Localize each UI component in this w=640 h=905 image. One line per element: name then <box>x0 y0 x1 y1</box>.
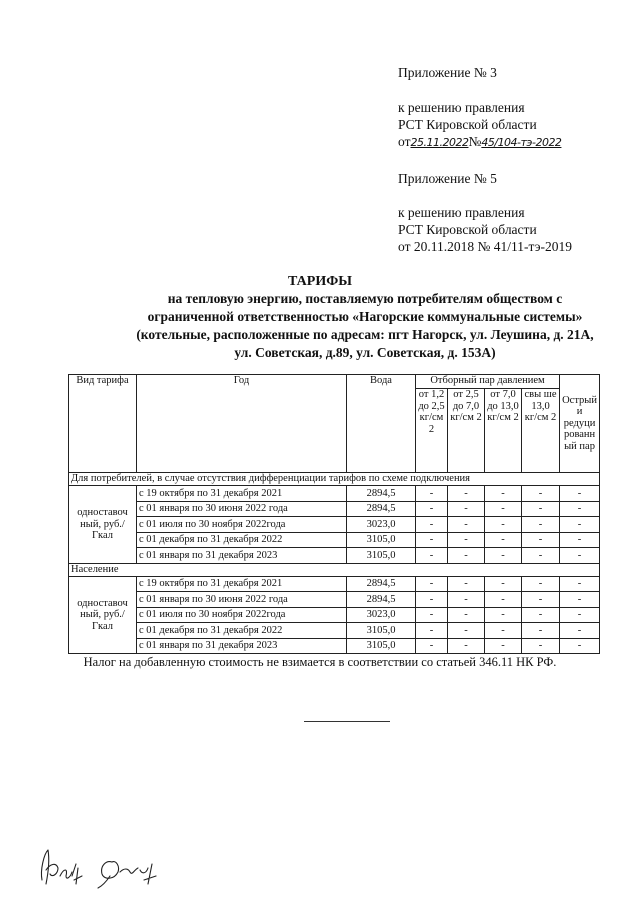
appendix-5-line1: к решению правления <box>398 205 525 220</box>
steam-cell: - <box>448 548 485 564</box>
sharp-steam-cell: - <box>560 486 600 502</box>
table-row <box>69 623 600 639</box>
water-cell: 3023,0 <box>347 517 416 533</box>
header-steam-col-3: от 7,0 до 13,0 кг/см 2 <box>485 389 522 473</box>
steam-cell: - <box>485 501 522 517</box>
document-title: ТАРИФЫ <box>288 274 352 289</box>
steam-cell: - <box>448 532 485 548</box>
water-cell: 2894,5 <box>347 486 416 502</box>
steam-cell: - <box>448 592 485 608</box>
sharp-steam-cell: - <box>560 501 600 517</box>
tariffs-table <box>68 374 600 654</box>
appendix-3-label: Приложение № 3 <box>398 65 497 80</box>
steam-cell: - <box>448 517 485 533</box>
appendix-5-reference <box>398 204 572 255</box>
steam-cell: - <box>448 638 485 654</box>
period-cell: с 01 июля по 30 ноября 2022года <box>137 517 347 533</box>
table-row <box>69 592 600 608</box>
appendix-5-block <box>398 170 497 187</box>
table-row <box>69 486 600 502</box>
appendix-3-block <box>398 64 497 81</box>
steam-cell: - <box>522 517 560 533</box>
handwritten-date: 25.11.2022 <box>410 136 469 149</box>
sharp-steam-cell: - <box>560 592 600 608</box>
steam-cell: - <box>522 532 560 548</box>
sharp-steam-cell: - <box>560 548 600 564</box>
steam-cell: - <box>416 623 448 639</box>
steam-cell: - <box>485 623 522 639</box>
period-cell: с 19 октября по 31 декабря 2021 <box>137 486 347 502</box>
signature-2 <box>98 862 156 888</box>
steam-cell: - <box>416 501 448 517</box>
vat-note: Налог на добавленную стоимость не взимается в соответствии со статьей 346.11 НК РФ. <box>83 655 557 669</box>
water-cell: 3105,0 <box>347 532 416 548</box>
sharp-steam-cell: - <box>560 532 600 548</box>
signature-1 <box>41 850 82 884</box>
tariff-type-cell: одноставоч ный, руб./Гкал <box>69 486 137 564</box>
section-title: Население <box>69 563 600 576</box>
steam-cell: - <box>485 607 522 623</box>
steam-cell: - <box>416 517 448 533</box>
steam-cell: - <box>448 486 485 502</box>
water-cell: 2894,5 <box>347 501 416 517</box>
steam-cell: - <box>416 638 448 654</box>
sharp-steam-cell: - <box>560 607 600 623</box>
period-cell: с 01 июля по 30 ноября 2022года <box>137 607 347 623</box>
steam-cell: - <box>485 548 522 564</box>
header-steam-col-2: от 2,5 до 7,0 кг/см 2 <box>448 389 485 473</box>
appendix-3-line2: РСТ Кировской области <box>398 117 537 132</box>
number-sign: № <box>468 134 482 149</box>
appendix-3-date-line <box>398 133 561 151</box>
tariff-type-cell: одноставоч ный, руб./Гкал <box>69 576 137 654</box>
sharp-steam-cell: - <box>560 576 600 592</box>
steam-cell: - <box>522 501 560 517</box>
period-cell: с 01 января по 31 декабря 2023 <box>137 638 347 654</box>
steam-cell: - <box>522 607 560 623</box>
period-cell: с 01 декабря по 31 декабря 2022 <box>137 623 347 639</box>
table-row <box>69 501 600 517</box>
steam-cell: - <box>485 486 522 502</box>
document-subtitle: на тепловую энергию, поставляемую потребителям обществом с ограниченной ответственностью «Нагорские коммунальные системы» (котельные, расположенные по адресам: пгт Нагорск, ул. Леушина, д. 21А, ул. Советская, д.89, ул. Советская, д. 153А) <box>136 291 594 360</box>
signatures-image <box>36 840 186 892</box>
steam-cell: - <box>448 607 485 623</box>
water-cell: 3105,0 <box>347 638 416 654</box>
steam-cell: - <box>522 576 560 592</box>
handwritten-number: 45/104-тэ-2022 <box>481 136 562 149</box>
steam-cell: - <box>522 486 560 502</box>
appendix-3-line1: к решению правления <box>398 100 525 115</box>
period-cell: с 01 января по 30 июня 2022 года <box>137 592 347 608</box>
table-row <box>69 576 600 592</box>
period-cell: с 01 января по 30 июня 2022 года <box>137 501 347 517</box>
divider-line <box>304 721 390 722</box>
appendix-5-line2: РСТ Кировской области <box>398 222 537 237</box>
steam-cell: - <box>485 638 522 654</box>
header-steam: Отборный пар давлением <box>416 375 560 389</box>
steam-cell: - <box>416 548 448 564</box>
steam-cell: - <box>416 576 448 592</box>
water-cell: 2894,5 <box>347 592 416 608</box>
header-steam-col-1: от 1,2 до 2,5 кг/см 2 <box>416 389 448 473</box>
table-row <box>69 638 600 654</box>
steam-cell: - <box>448 501 485 517</box>
header-steam-col-4: свы ше 13,0 кг/см 2 <box>522 389 560 473</box>
steam-cell: - <box>448 623 485 639</box>
from-label: от <box>398 134 411 149</box>
water-cell: 3105,0 <box>347 548 416 564</box>
water-cell: 3105,0 <box>347 623 416 639</box>
steam-cell: - <box>416 607 448 623</box>
steam-cell: - <box>416 486 448 502</box>
header-year: Год <box>137 375 347 473</box>
steam-cell: - <box>485 576 522 592</box>
appendix-3-reference <box>398 99 561 151</box>
steam-cell: - <box>522 592 560 608</box>
period-cell: с 19 октября по 31 декабря 2021 <box>137 576 347 592</box>
appendix-5-label: Приложение № 5 <box>398 171 497 186</box>
table-row <box>69 517 600 533</box>
table-row <box>69 607 600 623</box>
table-row <box>69 548 600 564</box>
table-row <box>69 532 600 548</box>
steam-cell: - <box>416 592 448 608</box>
period-cell: с 01 декабря по 31 декабря 2022 <box>137 532 347 548</box>
steam-cell: - <box>522 638 560 654</box>
sharp-steam-cell: - <box>560 638 600 654</box>
sharp-steam-cell: - <box>560 517 600 533</box>
header-tariff-type: Вид тарифа <box>69 375 137 473</box>
section-title: Для потребителей, в случае отсутствия дифференциации тарифов по схеме подключения <box>69 473 600 486</box>
steam-cell: - <box>416 532 448 548</box>
sharp-steam-cell: - <box>560 623 600 639</box>
steam-cell: - <box>485 532 522 548</box>
period-cell: с 01 января по 31 декабря 2023 <box>137 548 347 564</box>
steam-cell: - <box>448 576 485 592</box>
appendix-5-line3: от 20.11.2018 № 41/11-тэ-2019 <box>398 239 572 254</box>
steam-cell: - <box>485 517 522 533</box>
water-cell: 3023,0 <box>347 607 416 623</box>
header-sharp-steam: Острый и редуци рованн ый пар <box>560 375 600 473</box>
header-water: Вода <box>347 375 416 473</box>
steam-cell: - <box>522 548 560 564</box>
steam-cell: - <box>522 623 560 639</box>
water-cell: 2894,5 <box>347 576 416 592</box>
steam-cell: - <box>485 592 522 608</box>
